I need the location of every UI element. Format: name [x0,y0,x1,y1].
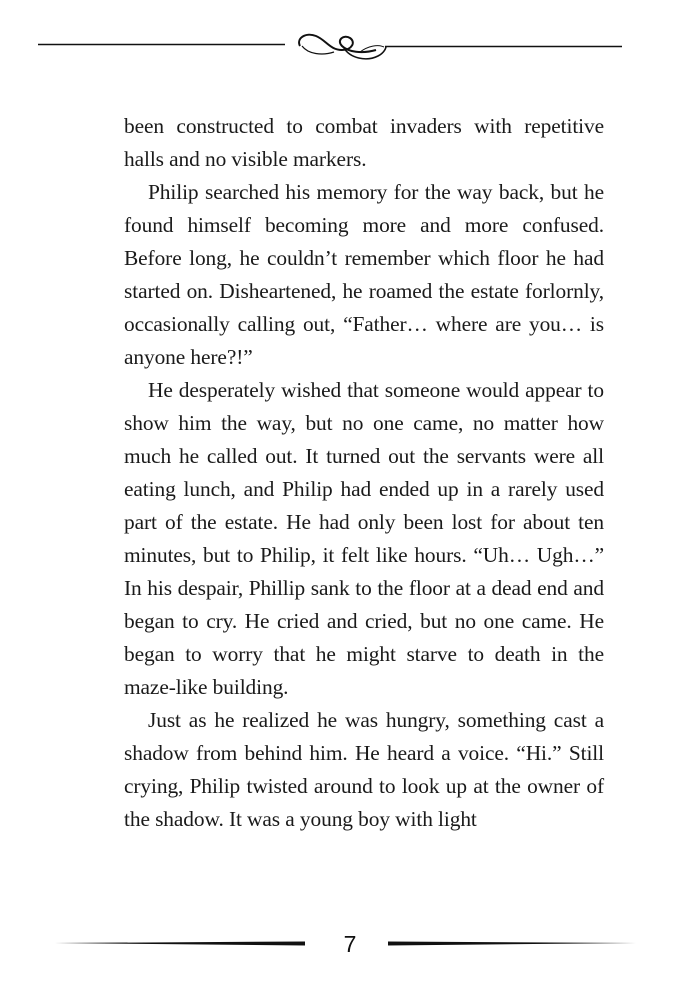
page-number: 7 [343,931,357,957]
paragraph: He desperately wished that someone would appear to show him the way, but no one came, no matter how much he called out. It turned out the servants were all eating lunch, and Philip had ended up in a rarely used part of the estate. He had only been lost for about ten minutes, but to Philip, it felt like hours. “Uh… Ugh…” In his despair, Phillip sank to the floor at a dead end and began to cry. He cried and cried, but no one came. He began to worry that he might starve to death in the maze-like building. [124,378,604,699]
body-text [124,110,604,836]
header-flourish-ornament [0,24,700,74]
paragraph: Just as he realized he was hungry, something cast a shadow from behind him. He heard a voice. “Hi.” Still crying, Philip twisted around to look up at the owner of the shadow. It was a young boy with light [124,708,604,831]
paragraph: been constructed to combat invaders with repetitive halls and no visible markers. [124,114,604,171]
paragraph: Philip searched his memory for the way back, but he found himself becoming more and more confused. Before long, he couldn’t remember which floor he had started on. Disheartened, he roamed the estate forlornly, occasionally calling out, “Father… where are you… is anyone here?!” [124,180,604,369]
